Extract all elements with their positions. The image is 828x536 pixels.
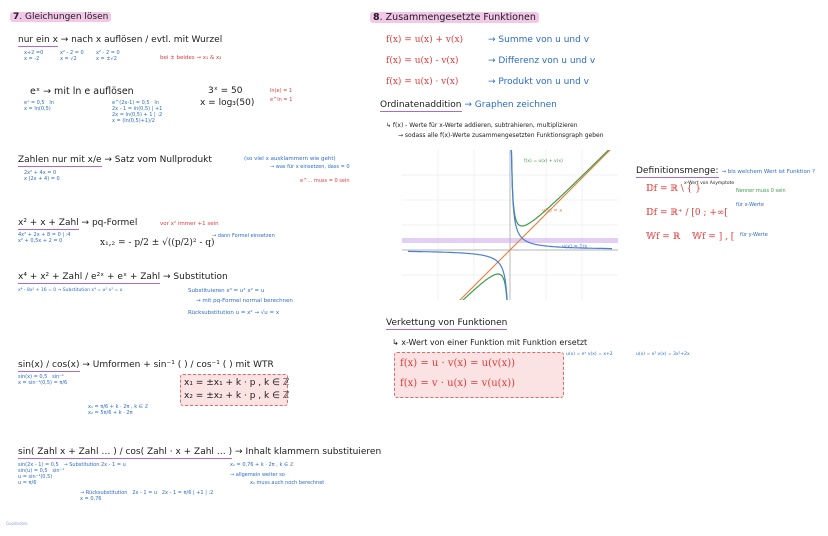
f2-desc: → Differenz von u und v [488,56,596,66]
ordinate-addition-graph [402,150,618,300]
f3-desc: → Produkt von u und v [488,77,589,87]
ord-text1: ↳ f(x) - Werte für x-Werte addieren, subtrahieren, multiplizieren [386,122,578,129]
row7-head: sin( Zahl x + Zahl … ) / cos( Zahl · x + Zahl … ) → Inhalt klammern substituieren [18,447,382,457]
row4-then: → dann Formel einsetzen [212,233,275,239]
d1: 𝔻f = ℝ \ { } [646,184,701,194]
row3-head: Zahlen nur mit x/e → Satz vom Nullprodukt [18,155,212,165]
row5-s3: Rücksubstitution u = x² → √u = x [188,310,280,316]
row1-ex1: x+2 =0 x = -2 [24,50,44,62]
row2-sol: x = log₃(50) [200,98,255,108]
row6-k1: x₁ = ±x₁ + k · p , k ∈ ℤ [184,378,290,388]
f1: f(x) = u(x) + v(x) [386,35,464,45]
ord-text2: → sodass alle f(x)-Werte zusammengesetzten Funktionsgraph geben [398,132,604,139]
row5-ex: x⁴ - 8x² + 16 = 0 → Substitution x⁴ = u² x² = u [18,288,123,293]
d2: 𝔻f = ℝ⁺ / [0 ; +∞[ [646,208,728,218]
row3-note: (so viel x ausklammern wie geht) [244,156,336,162]
vk-head: Verkettung von Funktionen [386,318,508,328]
row7-side3: x₂ muss auch noch berechnet [250,480,325,486]
vk2: f(x) = v · u(x) = v(u(x)) [400,378,516,389]
nenner: Nenner muss 0 sein [736,188,786,194]
row3-note3: e^… muss = 0 sein [300,178,350,184]
row5-s1: Substituieren x⁴ = u² x² = u [188,288,265,294]
row2-head: eˣ → mit ln e auflösen [30,86,134,97]
row2-eq: 3ˣ = 50 [208,86,243,96]
row2-ex2: e^(2x-1) = 0,5 ln 2x - 1 = ln(0,5) | +1 2x = ln(0,5) + 1 | :2 x = (ln(0,5)+1)/2 [112,100,163,124]
row4-warn: vor x² immer +1 sein [160,221,219,227]
vk-desc: ↳ x-Wert von einer Funktion mit Funktion ersetzt [392,338,588,347]
for-x: für x-Werte [736,202,764,208]
row5-head: x⁴ + x² + Zahl / e²ˣ + eˣ + Zahl → Substitution [18,272,228,282]
f3: f(x) = u(x) · v(x) [386,77,459,87]
vk-ex2: u(x) = x² v(x) = 3x²+2x [636,352,690,357]
row7-ex: sin(2x - 1) = 0,5 → Substitution 2x - 1 = u sin(u) = 0,5 sin⁻¹ u = sin⁻¹(0,5) u = π/6 [18,462,126,486]
label-v: v(x) = x [542,208,563,214]
footer-goodnotes: Goodnotes [6,521,28,526]
row2-ex: eˣ = 0,5 ln x = ln(0,5) [24,100,54,112]
for-y: für y-Werte [740,232,768,238]
f1-desc: → Summe von u und v [488,35,590,45]
vk1: f(x) = u · v(x) = u(v(x)) [400,358,516,369]
row6-ex2: x₁ = π/6 + k · 2π , k ∈ ℤ x₂ = 5π/6 + k · 2π [88,404,149,416]
row4-ex: 4x² + 2x + 8 = 0 | :4 x² + 0,5x + 2 = 0 [18,232,71,244]
row1-ex2: x² - 2 = 0 x = √2 [60,50,84,62]
section-8-heading: 8. Zusammengesetzte Funktionen [370,12,539,23]
label-u: u(x) = 1/x [562,244,588,250]
row2-erule: e^ln = 1 [270,97,293,103]
row1-note: bei ± beides → x₁ & x₂ [160,55,222,61]
row1-head: nur ein x → nach x auflösen / evtl. mit Wurzel [18,35,223,45]
w2: 𝕎f = ] , [ [692,232,735,242]
row7-side2: → allgemein weiter so [230,472,285,478]
row3-ex: 2x² + 4x = 0 x (2x + 4) = 0 [24,170,60,182]
row6-ex: sin(x) = 0,5 sin⁻¹ x = sin⁻¹(0,5) = π/6 [18,374,68,386]
row7-ex2: → Rücksubstitution 2x - 1 = u 2x - 1 = π/6 | +1 | :2 x = 0,76 [80,490,214,502]
row4-formula: x₁,₂ = - p/2 ± √((p/2)² - q) [100,238,215,248]
row3-note2: → was für x einsetzen, dass = 0 [270,164,350,170]
section-7-heading: 7. Gleichungen lösen [10,12,111,22]
row6-k2: x₂ = ±x₂ + k · p , k ∈ ℤ [184,391,290,401]
series-f-left [408,274,509,300]
highlight-band [402,238,618,243]
row2-lnrule: ln(e) = 1 [270,88,293,94]
row1-ex3: x² - 2 = 0 x = ±√2 [96,50,120,62]
row4-head: x² + x + Zahl → pq-Formel [18,218,138,228]
row7-side: x₁ = 0,76 + k · 2π , k ∈ ℤ [230,462,294,468]
label-f: f(x) = u(x) + v(x) [524,159,563,164]
w1: 𝕎f = ℝ [646,232,681,242]
f2: f(x) = u(x) - v(x) [386,56,459,66]
vk-ex: u(x) = eˣ v(x) = x+2 [566,352,613,357]
asym: x-Wert von Asymptote [684,181,735,186]
row5-s2: → mit pq-Formel normal berechnen [196,298,293,304]
ord-head: Ordinatenaddition → Graphen zeichnen [380,100,557,110]
row6-head: sin(x) / cos(x) → Umformen + sin⁻¹ ( ) / cos⁻¹ ( ) mit WTR [18,360,274,370]
def-head: Definitionsmenge: → bis welchem Wert ist Funktion ? [636,166,816,176]
